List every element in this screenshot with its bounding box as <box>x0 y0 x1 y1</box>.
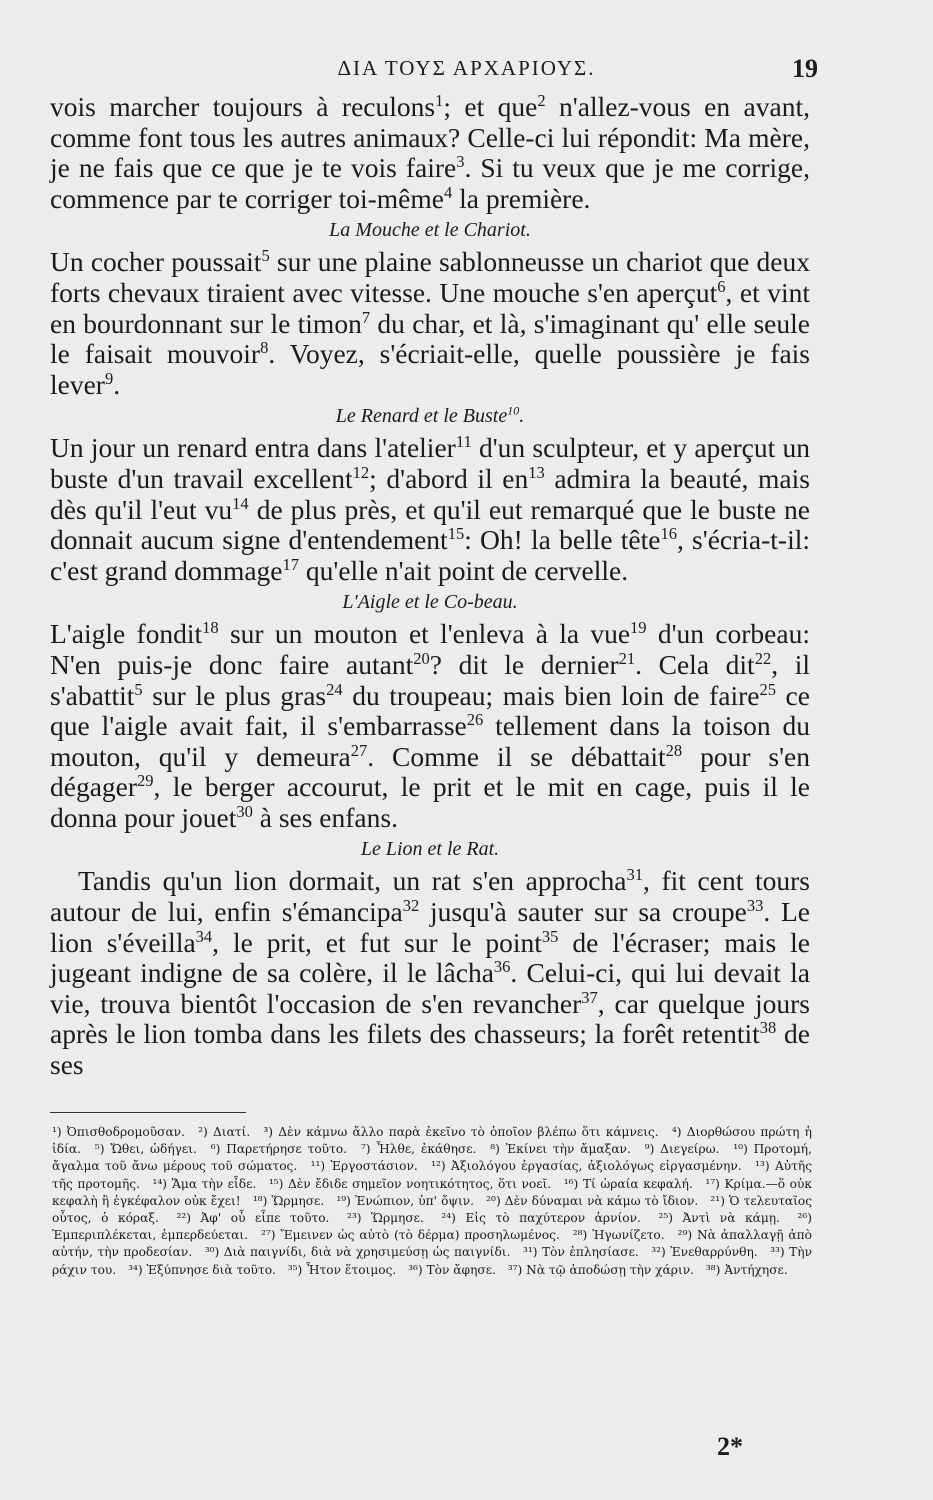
footnote: ¹⁷) Κρίμα.—ὅ οὐκ κεφαλὴ ἢ ἐγκέφαλον οὐκ ἔχει! <box>52 1176 813 1208</box>
footnote: ¹⁸) Ὥρμησε. <box>252 1193 325 1208</box>
fable-title-lion: Le Lion et le Rat. <box>360 838 500 861</box>
footnote: ³⁷) Νὰ τῷ ἀποδώσῃ τὴν χάριν. <box>507 1262 695 1277</box>
paragraph-aigle: L'aigle fondit$^{18}$ sur un mouton et l'enleva à la vue$^{19}$ d'un corbeau: N'en puis-je donc faire autant$^{20}$? dit le dernier$^{21}$. Cela dit$^{22}$, il s'abattit$^5$ sur le plus gras$^{24}$ du troupeau; mais bien loin de faire$^{25}$ ce que l'aigle avait fait, il s'embarrasse$^{26}$ tellement dans la toison du mouton, qu'il y demeura$^{27}$. Comme il se débattait$^{28}$ pour s'en dégager$^{29}$, le berger accourut, le prit et le mit en cage, puis il le donna pour jouet$^{30}$ à ses enfans. <box>50 618 811 833</box>
footnote: ¹¹) Ἐργοστάσιον. <box>310 1159 418 1174</box>
footnote: ⁵) Ὤθει, ὡδήγει. <box>94 1142 197 1157</box>
body-text <box>50 92 810 1081</box>
page-number: 19 <box>792 54 818 83</box>
footnote: ²⁸) Ἠγωνίζετο. <box>572 1228 665 1243</box>
fable-title-renard: Le Renard et le Buste$^{10}$. <box>335 403 525 428</box>
running-head <box>0 56 933 86</box>
footnote: ⁷) Ἦλθε, ἐκάθησε. <box>360 1142 477 1157</box>
footnote: ¹⁵) Δὲν ἔδιδε σημεῖον νοητικότητος, ὅτι νοεῖ. <box>268 1176 552 1191</box>
footnote: ⁴) Διορθώσου πρώτη ἡ ἰδία. <box>52 1125 812 1157</box>
paragraph-continuation: vois marcher toujours à reculons$^1$; et que$^2$ n'allez-vous en avant, comme font tous les autres animaux? Celle-ci lui répondit: Ma mère, je ne fais que ce que je te vois faire$^3$. Si tu veux que je me corrige, commence par te corriger toi-même$^4$ la première. <box>50 90 811 214</box>
footnote: ²⁰) Δὲν δύναμαι νὰ κάμω τὸ ἴδιον. <box>486 1193 699 1208</box>
footnote: ¹³) Αὐτῆς τῆς προτομῆς. <box>52 1159 813 1191</box>
footnote: ²¹) Ὁ τελευταῖος οὗτος, ὁ κόραξ. <box>52 1193 813 1226</box>
footnote: ³) Δὲν κάμνω ἄλλο παρὰ ἐκεῖνο τὸ ὁποῖον βλέπω ὅτι κάμνεις. <box>263 1125 659 1139</box>
signature-mark: 2* <box>717 1432 743 1461</box>
footnote: ⁸) Ἐκίνει τὴν ἄμαξαν. <box>490 1142 631 1157</box>
footnote: ²⁵) Ἀντὶ νὰ κάμῃ. <box>658 1211 780 1226</box>
footnote: ³⁴) Ἐξύπνησε διὰ τοῦτο. <box>128 1262 276 1277</box>
footnote: ²⁹) Νὰ ἀπαλλαγῇ ἀπὸ αὐτήν, τὴν προδεσίαν. <box>52 1228 813 1260</box>
footnote: ³⁵) Ἦτον ἕτοιμος. <box>287 1262 397 1277</box>
footnote: ³¹) Τὸν ἐπλησίασε. <box>522 1245 639 1260</box>
footnote: ⁹) Διεγείρω. <box>644 1142 720 1157</box>
footnote: ²⁴) Εἰς τὸ παχύτερον ἀρνίον. <box>441 1211 641 1226</box>
running-title: ΔΙΑ ΤΟΥΣ ΑΡΧΑΡΙΟΥΣ. <box>337 56 596 80</box>
footnote: ¹²) Ἀξιολόγου ἐργασίας, ἀξιολόγως εἰργασμένην. <box>431 1159 742 1174</box>
paragraph-mouche: Un cocher poussait$^5$ sur une plaine sablonneusse un chariot que deux forts chevaux tiraient avec vitesse. Une mouche s'en aperçut$^6$, et vint en bourdonnant sur le timon$^7$ du char, et là, s'imaginant qu' elle seule le faisait mouvoir$^8$. Voyez, s'écriait-elle, quelle poussière je fais lever$^9$. <box>50 246 811 400</box>
footnote: ³⁸) Ἀντήχησε. <box>705 1262 788 1277</box>
footnote: ⁶) Παρετήρησε τοῦτο. <box>210 1142 348 1157</box>
footnote: ²⁷) Ἔμεινεν ὡς αὐτὸ (τὸ δέρμα) προσηλωμένος. <box>260 1228 560 1243</box>
footnote: ¹⁹) Ἐνώπιον, ὑπ' ὄψιν. <box>336 1193 475 1208</box>
footnote: ²²) Ἀφ' οὗ εἶπε τοῦτο. <box>176 1211 330 1226</box>
footnote: ³⁰) Διὰ παιγνίδι, διὰ νὰ χρησιμεύσῃ ὡς παιγνίδι. <box>204 1245 511 1260</box>
footnote: ²³) Ὥρμησε. <box>346 1211 424 1226</box>
footnote: ¹⁰) Προτομή, ἄγαλμα τοῦ ἄνω μέρους τοῦ σώματος. <box>52 1142 812 1174</box>
footnotes <box>52 1124 812 1279</box>
footnote: ³²) Ἐνεθαρρύνθη. <box>651 1245 758 1260</box>
footnote: ³⁶) Τὸν ἄφησε. <box>408 1262 496 1277</box>
footnote: ³³) Τὴν ράχιν του. <box>52 1245 813 1277</box>
fable-title-mouche: La Mouche et le Chariot. <box>329 219 531 242</box>
footnote: ¹⁶) Τί ὡραία κεφαλή. <box>563 1176 693 1191</box>
footnote: ¹⁴) Ἅμα τὴν εἶδε. <box>152 1176 257 1191</box>
paragraph-lion: Tandis qu'un lion dormait, un rat s'en approcha$^{31}$, fit cent tours autour de lui, enfin s'émancipa$^{32}$ jusqu'à sauter sur sa croupe$^{33}$. Le lion s'éveilla$^{34}$, le prit, et fut sur le point$^{35}$ de l'écraser; mais le jugeant indigne de sa colère, il le lâcha$^{36}$. Celui-ci, qui lui devait la vie, trouva bientôt l'occasion de s'en revancher$^{37}$, car quelque jours après le lion tomba dans les filets des chasseurs; la forêt retentit$^{38}$ de ses <box>50 865 810 1081</box>
footnote: ¹) Ὀπισθοδρομοῦσαν. <box>52 1125 185 1139</box>
footnote-rule <box>50 1112 246 1113</box>
fable-title-aigle: L'Aigle et le Co-beau. <box>342 591 518 614</box>
footnote: ²) Διατί. <box>198 1125 251 1139</box>
footnote: ²⁶) Ἐμπεριπλέκεται, ἐμπερδεύεται. <box>52 1211 812 1243</box>
paragraph-renard: Un jour un renard entra dans l'atelier$^{11}$ d'un sculpteur, et y aperçut un buste d'un travail excellent$^{12}$; d'abord il $en^{13}$ admira la beauté, mais dès qu'il l'eut $vu^{14}$ de plus près, et qu'il eut remarqué que le buste ne donnait aucum signe d'entendement$^{15}$: Oh! la belle tête$^{16}$, s'écria-t-il: c'est grand dommage$^{17}$ qu'elle n'ait point de cervelle. <box>50 432 811 586</box>
